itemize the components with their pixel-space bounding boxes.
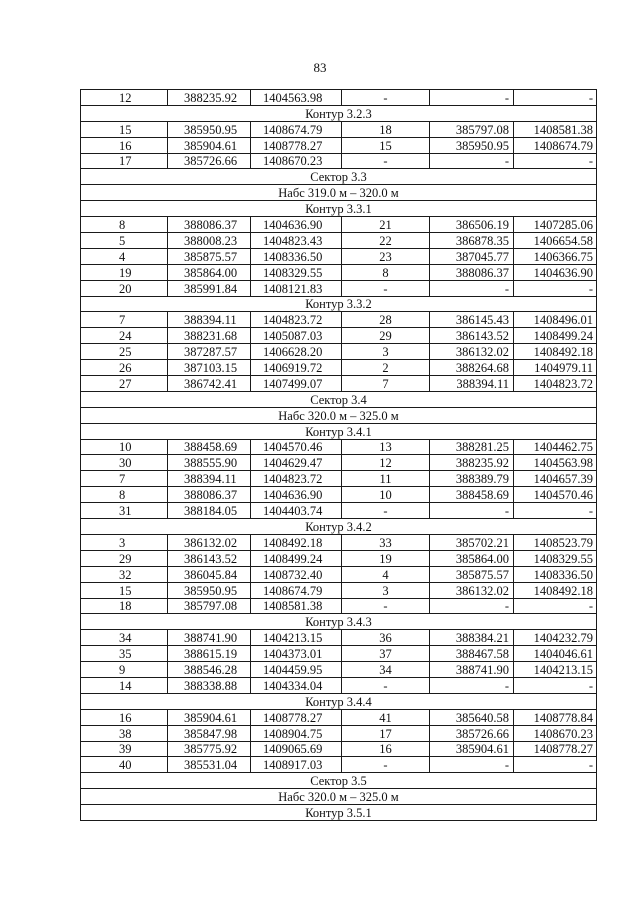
x-coordinate-2: - bbox=[430, 153, 514, 169]
x-coordinate: 388086.37 bbox=[168, 217, 251, 233]
point-number-2: 11 bbox=[342, 471, 430, 487]
x-coordinate: 385904.61 bbox=[168, 709, 251, 725]
table-row bbox=[81, 328, 597, 344]
x-coordinate: 385875.57 bbox=[168, 248, 251, 264]
table-row bbox=[81, 264, 597, 280]
point-number-2: 29 bbox=[342, 328, 430, 344]
point-number-2: 36 bbox=[342, 630, 430, 646]
point-number: 26 bbox=[81, 360, 168, 376]
y-coordinate-2: - bbox=[514, 280, 597, 296]
x-coordinate: 388458.69 bbox=[168, 439, 251, 455]
section-heading: Набс 320.0 м – 325.0 м bbox=[81, 407, 597, 423]
y-coordinate: 1404636.90 bbox=[251, 217, 342, 233]
point-number-2: - bbox=[342, 598, 430, 614]
point-number-2: - bbox=[342, 153, 430, 169]
x-coordinate-2: 388384.21 bbox=[430, 630, 514, 646]
y-coordinate: 1406919.72 bbox=[251, 360, 342, 376]
table-row bbox=[81, 646, 597, 662]
table-row bbox=[81, 566, 597, 582]
x-coordinate-2: 385797.08 bbox=[430, 121, 514, 137]
table-row bbox=[81, 662, 597, 678]
y-coordinate: 1408329.55 bbox=[251, 264, 342, 280]
table-row bbox=[81, 312, 597, 328]
y-coordinate: 1408732.40 bbox=[251, 566, 342, 582]
x-coordinate: 388086.37 bbox=[168, 487, 251, 503]
section-heading: Набс 319.0 м – 320.0 м bbox=[81, 185, 597, 201]
point-number: 15 bbox=[81, 121, 168, 137]
table-row bbox=[81, 360, 597, 376]
section-heading-row bbox=[81, 693, 597, 709]
section-heading: Контур 3.4.2 bbox=[81, 519, 597, 535]
point-number-2: 4 bbox=[342, 566, 430, 582]
point-number: 34 bbox=[81, 630, 168, 646]
y-coordinate-2: - bbox=[514, 90, 597, 106]
section-heading: Контур 3.4.1 bbox=[81, 423, 597, 439]
table-row bbox=[81, 487, 597, 503]
table-row bbox=[81, 503, 597, 519]
x-coordinate-2: 388467.58 bbox=[430, 646, 514, 662]
section-heading: Сектор 3.4 bbox=[81, 391, 597, 407]
point-number-2: 7 bbox=[342, 376, 430, 392]
point-number: 32 bbox=[81, 566, 168, 582]
point-number: 9 bbox=[81, 662, 168, 678]
table-row bbox=[81, 439, 597, 455]
y-coordinate: 1408581.38 bbox=[251, 598, 342, 614]
table-row bbox=[81, 677, 597, 693]
x-coordinate: 388008.23 bbox=[168, 233, 251, 249]
point-number: 30 bbox=[81, 455, 168, 471]
table-row bbox=[81, 725, 597, 741]
y-coordinate-2: - bbox=[514, 677, 597, 693]
table-row bbox=[81, 376, 597, 392]
point-number: 40 bbox=[81, 757, 168, 773]
y-coordinate-2: 1408336.50 bbox=[514, 566, 597, 582]
x-coordinate-2: 385702.21 bbox=[430, 534, 514, 550]
point-number: 5 bbox=[81, 233, 168, 249]
table-row bbox=[81, 757, 597, 773]
section-heading: Контур 3.3.2 bbox=[81, 296, 597, 312]
x-coordinate-2: 388741.90 bbox=[430, 662, 514, 678]
point-number: 24 bbox=[81, 328, 168, 344]
page-number: 83 bbox=[313, 60, 327, 75]
y-coordinate: 1408492.18 bbox=[251, 534, 342, 550]
point-number: 4 bbox=[81, 248, 168, 264]
point-number-2: 17 bbox=[342, 725, 430, 741]
x-coordinate-2: - bbox=[430, 280, 514, 296]
point-number-2: - bbox=[342, 503, 430, 519]
point-number-2: - bbox=[342, 757, 430, 773]
x-coordinate-2: 388458.69 bbox=[430, 487, 514, 503]
section-heading: Контур 3.3.1 bbox=[81, 201, 597, 217]
section-heading-row bbox=[81, 519, 597, 535]
y-coordinate: 1404213.15 bbox=[251, 630, 342, 646]
y-coordinate: 1408121.83 bbox=[251, 280, 342, 296]
y-coordinate: 1404403.74 bbox=[251, 503, 342, 519]
section-heading: Сектор 3.3 bbox=[81, 169, 597, 185]
point-number: 25 bbox=[81, 344, 168, 360]
y-coordinate-2: 1404563.98 bbox=[514, 455, 597, 471]
table-row bbox=[81, 217, 597, 233]
x-coordinate: 385864.00 bbox=[168, 264, 251, 280]
y-coordinate: 1404636.90 bbox=[251, 487, 342, 503]
x-coordinate: 388615.19 bbox=[168, 646, 251, 662]
y-coordinate-2: 1408670.23 bbox=[514, 725, 597, 741]
y-coordinate-2: 1404979.11 bbox=[514, 360, 597, 376]
x-coordinate: 386045.84 bbox=[168, 566, 251, 582]
x-coordinate: 388546.28 bbox=[168, 662, 251, 678]
section-heading: Контур 3.4.3 bbox=[81, 614, 597, 630]
point-number-2: 15 bbox=[342, 137, 430, 153]
y-coordinate-2: 1404232.79 bbox=[514, 630, 597, 646]
x-coordinate: 385991.84 bbox=[168, 280, 251, 296]
point-number-2: 19 bbox=[342, 550, 430, 566]
x-coordinate: 388741.90 bbox=[168, 630, 251, 646]
x-coordinate: 388231.68 bbox=[168, 328, 251, 344]
x-coordinate: 388235.92 bbox=[168, 90, 251, 106]
y-coordinate-2: - bbox=[514, 153, 597, 169]
point-number-2: 22 bbox=[342, 233, 430, 249]
y-coordinate-2: 1408496.01 bbox=[514, 312, 597, 328]
y-coordinate: 1408674.79 bbox=[251, 121, 342, 137]
table-row bbox=[81, 582, 597, 598]
point-number: 7 bbox=[81, 471, 168, 487]
section-heading: Контур 3.4.4 bbox=[81, 693, 597, 709]
point-number-2: 37 bbox=[342, 646, 430, 662]
y-coordinate-2: - bbox=[514, 757, 597, 773]
point-number: 18 bbox=[81, 598, 168, 614]
y-coordinate: 1404823.72 bbox=[251, 471, 342, 487]
x-coordinate: 386143.52 bbox=[168, 550, 251, 566]
x-coordinate-2: - bbox=[430, 757, 514, 773]
y-coordinate-2: 1408523.79 bbox=[514, 534, 597, 550]
point-number-2: - bbox=[342, 90, 430, 106]
table-row bbox=[81, 121, 597, 137]
x-coordinate: 385531.04 bbox=[168, 757, 251, 773]
y-coordinate: 1408336.50 bbox=[251, 248, 342, 264]
table-row bbox=[81, 344, 597, 360]
y-coordinate: 1408674.79 bbox=[251, 582, 342, 598]
x-coordinate-2: 386878.35 bbox=[430, 233, 514, 249]
y-coordinate: 1406628.20 bbox=[251, 344, 342, 360]
x-coordinate: 385950.95 bbox=[168, 121, 251, 137]
x-coordinate-2: 385950.95 bbox=[430, 137, 514, 153]
x-coordinate: 388555.90 bbox=[168, 455, 251, 471]
y-coordinate-2: - bbox=[514, 598, 597, 614]
section-heading-row bbox=[81, 773, 597, 789]
point-number-2: 21 bbox=[342, 217, 430, 233]
x-coordinate-2: 388281.25 bbox=[430, 439, 514, 455]
x-coordinate-2: 386145.43 bbox=[430, 312, 514, 328]
coordinates-table bbox=[80, 89, 597, 821]
x-coordinate: 385950.95 bbox=[168, 582, 251, 598]
point-number-2: - bbox=[342, 280, 430, 296]
y-coordinate-2: 1404570.46 bbox=[514, 487, 597, 503]
section-heading-row bbox=[81, 296, 597, 312]
section-heading-row bbox=[81, 105, 597, 121]
y-coordinate-2: 1407285.06 bbox=[514, 217, 597, 233]
y-coordinate-2: 1406366.75 bbox=[514, 248, 597, 264]
point-number-2: 33 bbox=[342, 534, 430, 550]
point-number-2: 10 bbox=[342, 487, 430, 503]
x-coordinate-2: - bbox=[430, 677, 514, 693]
table-row bbox=[81, 709, 597, 725]
x-coordinate: 387287.57 bbox=[168, 344, 251, 360]
point-number-2: - bbox=[342, 677, 430, 693]
point-number: 29 bbox=[81, 550, 168, 566]
x-coordinate: 388394.11 bbox=[168, 312, 251, 328]
y-coordinate-2: 1404462.75 bbox=[514, 439, 597, 455]
x-coordinate-2: 385640.58 bbox=[430, 709, 514, 725]
y-coordinate: 1408778.27 bbox=[251, 709, 342, 725]
x-coordinate: 386132.02 bbox=[168, 534, 251, 550]
point-number: 16 bbox=[81, 709, 168, 725]
table-row bbox=[81, 280, 597, 296]
x-coordinate: 385726.66 bbox=[168, 153, 251, 169]
x-coordinate-2: - bbox=[430, 598, 514, 614]
table-row bbox=[81, 534, 597, 550]
x-coordinate: 388184.05 bbox=[168, 503, 251, 519]
point-number: 39 bbox=[81, 741, 168, 757]
section-heading: Контур 3.5.1 bbox=[81, 805, 597, 821]
y-coordinate-2: 1408778.84 bbox=[514, 709, 597, 725]
x-coordinate: 386742.41 bbox=[168, 376, 251, 392]
section-heading-row bbox=[81, 185, 597, 201]
x-coordinate: 385797.08 bbox=[168, 598, 251, 614]
y-coordinate: 1408904.75 bbox=[251, 725, 342, 741]
section-heading-row bbox=[81, 391, 597, 407]
x-coordinate: 388338.88 bbox=[168, 677, 251, 693]
y-coordinate-2: 1404823.72 bbox=[514, 376, 597, 392]
point-number-2: 41 bbox=[342, 709, 430, 725]
point-number-2: 3 bbox=[342, 582, 430, 598]
point-number: 3 bbox=[81, 534, 168, 550]
y-coordinate-2: 1408499.24 bbox=[514, 328, 597, 344]
y-coordinate-2: 1408778.27 bbox=[514, 741, 597, 757]
point-number-2: 34 bbox=[342, 662, 430, 678]
table-row bbox=[81, 90, 597, 106]
point-number: 10 bbox=[81, 439, 168, 455]
y-coordinate: 1404563.98 bbox=[251, 90, 342, 106]
x-coordinate: 385904.61 bbox=[168, 137, 251, 153]
x-coordinate-2: 385904.61 bbox=[430, 741, 514, 757]
section-heading-row bbox=[81, 423, 597, 439]
section-heading: Набс 320.0 м – 325.0 м bbox=[81, 789, 597, 805]
x-coordinate-2: 385864.00 bbox=[430, 550, 514, 566]
x-coordinate-2: 386132.02 bbox=[430, 344, 514, 360]
x-coordinate: 385847.98 bbox=[168, 725, 251, 741]
y-coordinate-2: 1404213.15 bbox=[514, 662, 597, 678]
section-heading: Сектор 3.5 bbox=[81, 773, 597, 789]
section-heading-row bbox=[81, 614, 597, 630]
x-coordinate-2: 388264.68 bbox=[430, 360, 514, 376]
y-coordinate-2: 1408581.38 bbox=[514, 121, 597, 137]
point-number: 7 bbox=[81, 312, 168, 328]
x-coordinate-2: 388235.92 bbox=[430, 455, 514, 471]
point-number-2: 23 bbox=[342, 248, 430, 264]
x-coordinate-2: 386132.02 bbox=[430, 582, 514, 598]
y-coordinate: 1404373.01 bbox=[251, 646, 342, 662]
point-number-2: 16 bbox=[342, 741, 430, 757]
point-number: 12 bbox=[81, 90, 168, 106]
point-number: 20 bbox=[81, 280, 168, 296]
point-number: 38 bbox=[81, 725, 168, 741]
point-number-2: 8 bbox=[342, 264, 430, 280]
x-coordinate-2: 385726.66 bbox=[430, 725, 514, 741]
x-coordinate-2: 385875.57 bbox=[430, 566, 514, 582]
y-coordinate-2: 1408492.18 bbox=[514, 344, 597, 360]
point-number: 35 bbox=[81, 646, 168, 662]
section-heading-row bbox=[81, 789, 597, 805]
y-coordinate: 1404629.47 bbox=[251, 455, 342, 471]
table-row bbox=[81, 153, 597, 169]
point-number-2: 18 bbox=[342, 121, 430, 137]
table-row bbox=[81, 630, 597, 646]
point-number: 15 bbox=[81, 582, 168, 598]
y-coordinate: 1404334.04 bbox=[251, 677, 342, 693]
y-coordinate: 1405087.03 bbox=[251, 328, 342, 344]
table-row bbox=[81, 455, 597, 471]
point-number: 14 bbox=[81, 677, 168, 693]
x-coordinate-2: 388389.79 bbox=[430, 471, 514, 487]
x-coordinate-2: 386143.52 bbox=[430, 328, 514, 344]
table-row bbox=[81, 550, 597, 566]
point-number: 17 bbox=[81, 153, 168, 169]
x-coordinate-2: 386506.19 bbox=[430, 217, 514, 233]
x-coordinate-2: - bbox=[430, 90, 514, 106]
y-coordinate-2: - bbox=[514, 503, 597, 519]
y-coordinate-2: 1404046.61 bbox=[514, 646, 597, 662]
point-number: 19 bbox=[81, 264, 168, 280]
point-number-2: 13 bbox=[342, 439, 430, 455]
point-number-2: 28 bbox=[342, 312, 430, 328]
x-coordinate-2: - bbox=[430, 503, 514, 519]
x-coordinate: 385775.92 bbox=[168, 741, 251, 757]
point-number: 16 bbox=[81, 137, 168, 153]
y-coordinate: 1408499.24 bbox=[251, 550, 342, 566]
y-coordinate: 1404823.43 bbox=[251, 233, 342, 249]
y-coordinate: 1404459.95 bbox=[251, 662, 342, 678]
y-coordinate: 1408917.03 bbox=[251, 757, 342, 773]
table-row bbox=[81, 233, 597, 249]
y-coordinate-2: 1408492.18 bbox=[514, 582, 597, 598]
table-row bbox=[81, 471, 597, 487]
point-number-2: 3 bbox=[342, 344, 430, 360]
point-number: 27 bbox=[81, 376, 168, 392]
table-row bbox=[81, 137, 597, 153]
x-coordinate-2: 388394.11 bbox=[430, 376, 514, 392]
y-coordinate: 1408670.23 bbox=[251, 153, 342, 169]
point-number-2: 2 bbox=[342, 360, 430, 376]
y-coordinate: 1409065.69 bbox=[251, 741, 342, 757]
point-number: 31 bbox=[81, 503, 168, 519]
section-heading-row bbox=[81, 201, 597, 217]
x-coordinate: 388394.11 bbox=[168, 471, 251, 487]
y-coordinate: 1408778.27 bbox=[251, 137, 342, 153]
x-coordinate-2: 387045.77 bbox=[430, 248, 514, 264]
y-coordinate-2: 1404636.90 bbox=[514, 264, 597, 280]
point-number: 8 bbox=[81, 487, 168, 503]
y-coordinate-2: 1404657.39 bbox=[514, 471, 597, 487]
x-coordinate-2: 388086.37 bbox=[430, 264, 514, 280]
point-number-2: 12 bbox=[342, 455, 430, 471]
table-row bbox=[81, 741, 597, 757]
y-coordinate-2: 1406654.58 bbox=[514, 233, 597, 249]
y-coordinate: 1404823.72 bbox=[251, 312, 342, 328]
section-heading: Контур 3.2.3 bbox=[81, 105, 597, 121]
section-heading-row bbox=[81, 169, 597, 185]
table-row bbox=[81, 598, 597, 614]
y-coordinate-2: 1408329.55 bbox=[514, 550, 597, 566]
table-row bbox=[81, 248, 597, 264]
point-number: 8 bbox=[81, 217, 168, 233]
section-heading-row bbox=[81, 805, 597, 821]
y-coordinate: 1407499.07 bbox=[251, 376, 342, 392]
y-coordinate-2: 1408674.79 bbox=[514, 137, 597, 153]
y-coordinate: 1404570.46 bbox=[251, 439, 342, 455]
section-heading-row bbox=[81, 407, 597, 423]
x-coordinate: 387103.15 bbox=[168, 360, 251, 376]
